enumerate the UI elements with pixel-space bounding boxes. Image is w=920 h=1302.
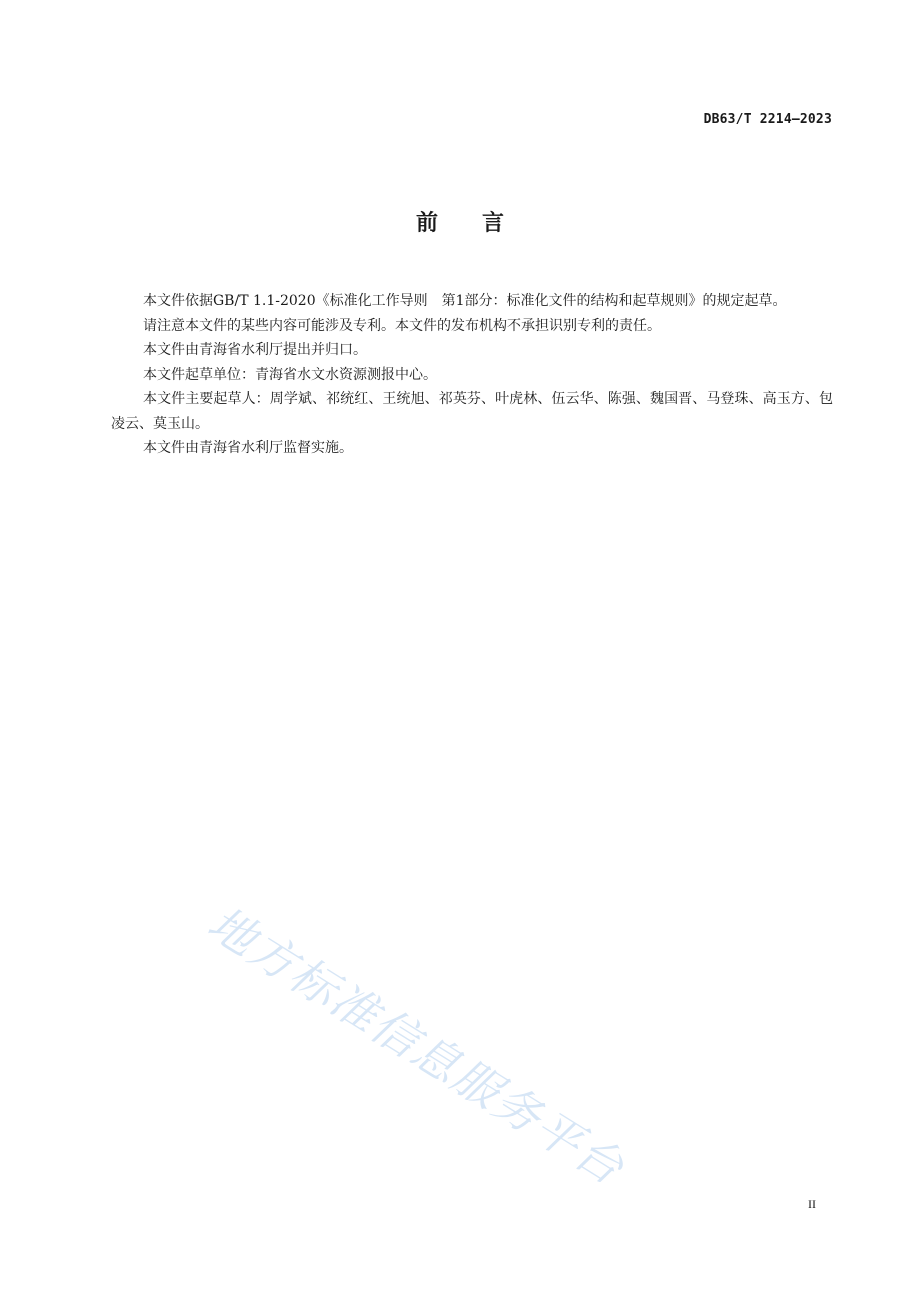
paragraph-supervisor: 本文件由青海省水利厅监督实施。 xyxy=(143,440,353,456)
paragraph-drafters: 本文件主要起草人：周学斌、祁统红、王统旭、祁英芬、叶虎林、伍云华、陈强、魏国晋、马登珠、高玉方、包凌云、莫玉山。 xyxy=(111,391,833,432)
foreword-body xyxy=(111,289,833,461)
paragraph-patent-notice: 请注意本文件的某些内容可能涉及专利。本文件的发布机构不承担识别专利的责任。 xyxy=(143,317,661,334)
page-number: II xyxy=(808,1197,816,1211)
title-char-2: 言 xyxy=(482,211,505,236)
paragraph-proposer: 本文件由青海省水利厅提出并归口。 xyxy=(143,342,367,358)
document-code: DB63/T 2214—2023 xyxy=(703,112,832,127)
page-title xyxy=(0,206,920,237)
watermark: 地方标准信息服务平台 xyxy=(198,895,635,1196)
paragraph-drafting-unit: 本文件起草单位：青海省水文水资源测报中心。 xyxy=(143,366,437,383)
title-char-1: 前 xyxy=(415,211,438,236)
paragraph-basis: 本文件依据GB/T 1.1-2020《标准化工作导则 第1部分：标准化文件的结构和起草规则》的规定起草。 xyxy=(143,293,787,309)
